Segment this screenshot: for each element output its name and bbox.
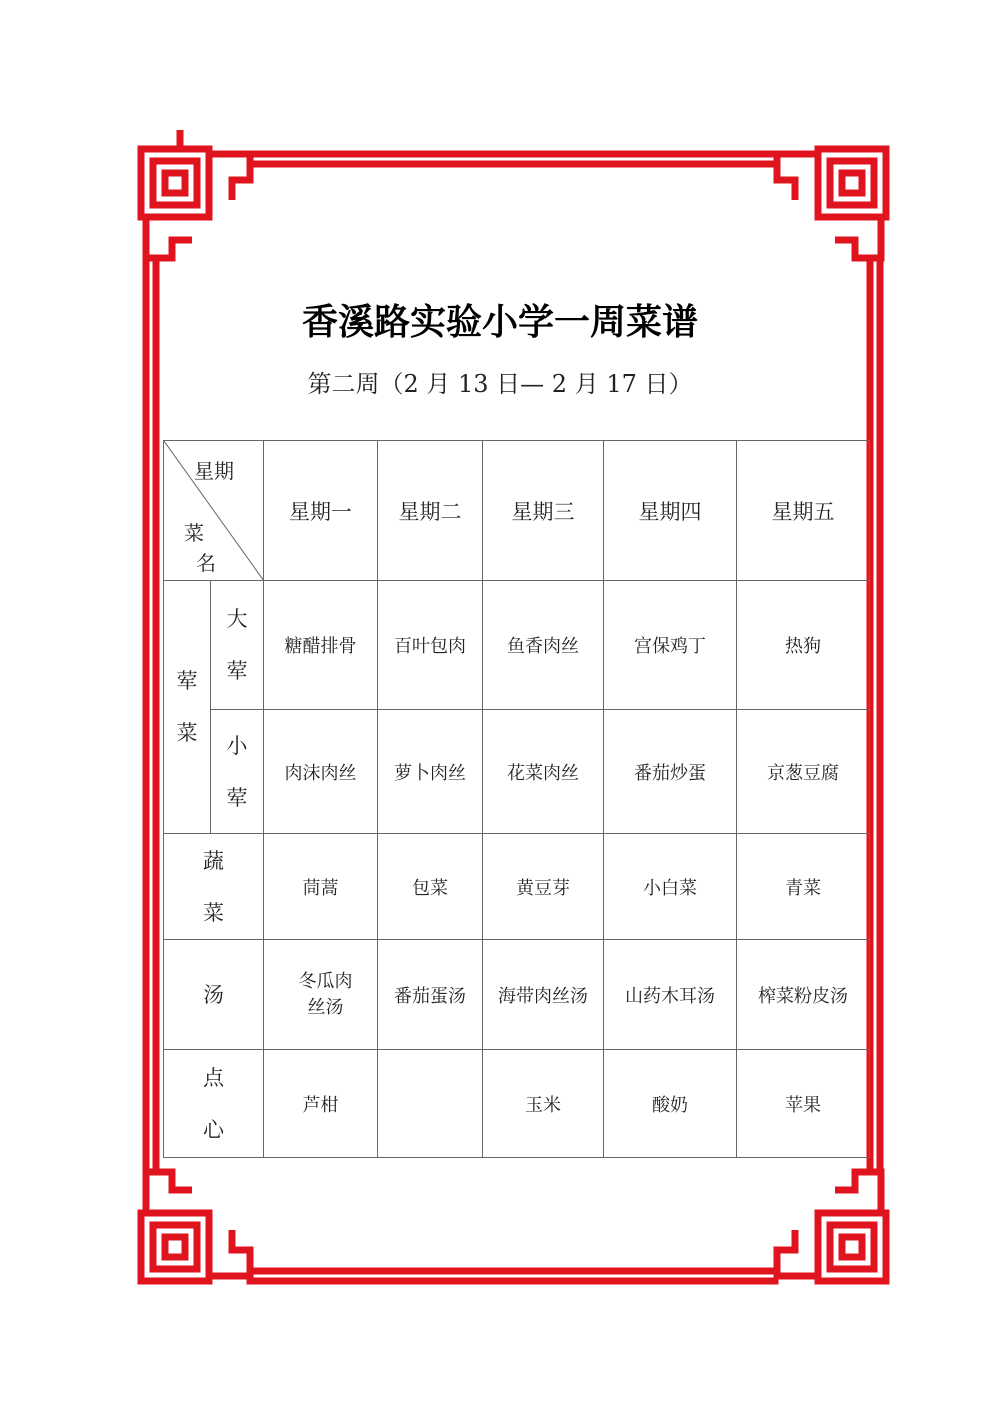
day-header: 星期一 bbox=[264, 441, 378, 581]
table-row bbox=[164, 834, 870, 940]
menu-cell: 小白菜 bbox=[604, 834, 737, 940]
row-label-meat: 荤 菜 bbox=[164, 581, 211, 834]
menu-cell: 茼蒿 bbox=[264, 834, 378, 940]
menu-cell: 玉米 bbox=[483, 1050, 604, 1158]
menu-cell: 冬瓜肉 丝汤 bbox=[264, 940, 378, 1050]
menu-cell: 萝卜肉丝 bbox=[378, 710, 483, 834]
row-label-small-meat: 小 荤 bbox=[211, 710, 264, 834]
menu-cell: 花菜肉丝 bbox=[483, 710, 604, 834]
page-title: 香溪路实验小学一周菜谱 bbox=[301, 302, 698, 343]
table-row bbox=[164, 710, 870, 834]
day-header: 星期三 bbox=[483, 441, 604, 581]
menu-cell: 肉沫肉丝 bbox=[264, 710, 378, 834]
day-header: 星期五 bbox=[737, 441, 870, 581]
menu-table bbox=[163, 440, 870, 1158]
menu-cell: 榨菜粉皮汤 bbox=[737, 940, 870, 1050]
menu-cell: 京葱豆腐 bbox=[737, 710, 870, 834]
menu-cell: 包菜 bbox=[378, 834, 483, 940]
menu-cell: 酸奶 bbox=[604, 1050, 737, 1158]
menu-cell: 青菜 bbox=[737, 834, 870, 940]
table-row bbox=[164, 940, 870, 1050]
table-row bbox=[164, 581, 870, 710]
menu-cell: 黄豆芽 bbox=[483, 834, 604, 940]
menu-cell: 海带肉丝汤 bbox=[483, 940, 604, 1050]
menu-cell: 番茄蛋汤 bbox=[378, 940, 483, 1050]
corner-cell bbox=[164, 441, 264, 581]
menu-cell bbox=[378, 1050, 483, 1158]
row-label-veg: 蔬 菜 bbox=[164, 834, 264, 940]
corner-label-weekday: 星期 bbox=[194, 459, 234, 483]
menu-cell: 糖醋排骨 bbox=[264, 581, 378, 710]
header-row bbox=[164, 441, 870, 581]
menu-cell: 芦柑 bbox=[264, 1050, 378, 1158]
menu-cell: 百叶包肉 bbox=[378, 581, 483, 710]
day-header: 星期二 bbox=[378, 441, 483, 581]
menu-cell: 山药木耳汤 bbox=[604, 940, 737, 1050]
corner-label-dish-1: 菜 bbox=[184, 521, 204, 545]
row-label-snack: 点 心 bbox=[164, 1050, 264, 1158]
row-label-big-meat: 大 荤 bbox=[211, 581, 264, 710]
menu-cell: 热狗 bbox=[737, 581, 870, 710]
table-row bbox=[164, 1050, 870, 1158]
row-label-soup: 汤 bbox=[164, 940, 264, 1050]
week-subtitle: 第二周（2 月 13 日— 2 月 17 日） bbox=[307, 370, 693, 398]
day-header: 星期四 bbox=[604, 441, 737, 581]
menu-cell: 番茄炒蛋 bbox=[604, 710, 737, 834]
menu-cell: 宫保鸡丁 bbox=[604, 581, 737, 710]
corner-label-dish-2: 名 bbox=[196, 551, 216, 575]
menu-cell: 苹果 bbox=[737, 1050, 870, 1158]
menu-cell: 鱼香肉丝 bbox=[483, 581, 604, 710]
